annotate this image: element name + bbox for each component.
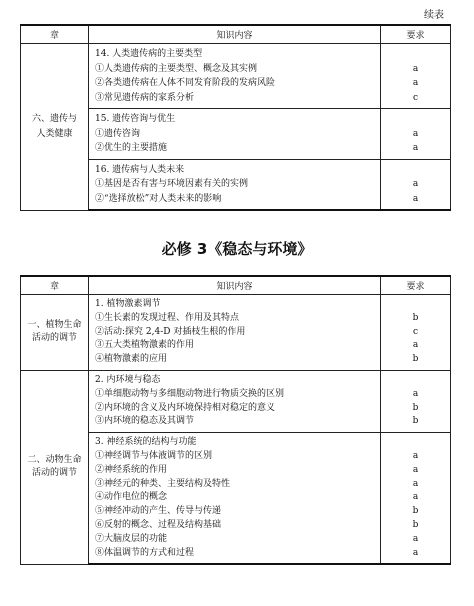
knowledge-item: ⑧体温调节的方式和过程 — [95, 547, 195, 558]
requirement-level: b — [412, 312, 419, 323]
requirement-level: b — [412, 506, 419, 517]
knowledge-cell — [89, 44, 381, 109]
topic-heading: 3. 神经系统的结构与功能 — [95, 437, 197, 448]
knowledge-cell — [89, 433, 381, 565]
chapter-cell — [21, 370, 89, 564]
knowledge-item: ③常见遗传病的家系分析 — [95, 92, 195, 103]
requirement-level — [381, 374, 450, 388]
requirement-level — [381, 298, 450, 312]
requirement-cell — [381, 433, 451, 565]
requirement-level: c — [412, 92, 419, 103]
requirement-cell — [381, 109, 451, 160]
header-requirement: 要求 — [381, 25, 451, 44]
requirement-level: a — [412, 388, 419, 399]
knowledge-table-1 — [20, 24, 451, 211]
knowledge-item: ①生长素的发现过程、作用及其特点 — [95, 312, 240, 323]
chapter-name-line: 六、遗传与 — [31, 114, 77, 125]
requirement-level: a — [412, 464, 419, 475]
requirement-level — [381, 112, 450, 127]
table-header-row — [21, 25, 451, 44]
requirement-level: b — [412, 416, 419, 427]
table-header-row — [21, 276, 451, 295]
requirement-cell — [381, 159, 451, 210]
requirement-level: a — [412, 193, 419, 204]
requirement-level: a — [412, 63, 419, 74]
chapter-name-line: 二、动物生命 — [27, 454, 82, 465]
header-requirement: 要求 — [381, 276, 451, 295]
requirement-level: a — [412, 179, 419, 189]
knowledge-item: ③五大类植物激素的作用 — [95, 340, 195, 351]
chapter-name-line: 人类健康 — [36, 128, 73, 139]
requirement-level: a — [412, 340, 419, 351]
knowledge-item: ⑤神经冲动的产生、传导与传递 — [95, 506, 222, 517]
knowledge-item: ②优生的主要措施 — [95, 143, 168, 153]
requirement-level: b — [412, 402, 419, 413]
knowledge-item: ③内环境的稳态及其调节 — [95, 416, 195, 427]
chapter-name-line: 活动的调节 — [31, 468, 77, 479]
requirement-level — [381, 436, 450, 450]
requirement-level: a — [412, 128, 419, 139]
requirement-level: a — [412, 450, 419, 461]
chapter-name-line: 活动的调节 — [31, 333, 77, 344]
knowledge-item: ⑦大脑皮层的功能 — [95, 533, 168, 544]
chapter-name-line: 一、植物生命 — [27, 319, 82, 330]
requirement-level: a — [412, 143, 419, 153]
knowledge-cell — [89, 295, 381, 371]
knowledge-cell — [89, 159, 381, 210]
section-title: 必修 3《稳态与环境》 — [161, 240, 313, 258]
header-content: 知识内容 — [89, 276, 381, 295]
topic-heading: 15. 遗传咨询与优生 — [95, 114, 176, 124]
topic-heading: 1. 植物激素调节 — [95, 299, 161, 309]
knowledge-cell — [89, 370, 381, 432]
topic-heading: 14. 人类遗传病的主要类型 — [95, 49, 203, 59]
continued-label: 续表 — [424, 10, 444, 21]
knowledge-item: ①遗传咨询 — [95, 128, 141, 139]
header-chapter: 章 — [21, 276, 89, 295]
requirement-level: a — [412, 478, 419, 489]
chapter-cell — [21, 295, 89, 371]
requirement-level: c — [412, 326, 419, 337]
knowledge-item: ④植物激素的应用 — [95, 354, 168, 365]
requirement-cell — [381, 370, 451, 432]
requirement-level — [381, 47, 450, 62]
knowledge-item: ②内环境的含义及内环境保持相对稳定的意义 — [95, 402, 276, 413]
header-content: 知识内容 — [89, 25, 381, 44]
knowledge-item: ③神经元的种类、主要结构及特性 — [95, 478, 231, 489]
knowledge-item: ①单细胞动物与多细胞动物进行物质交换的区别 — [95, 388, 285, 399]
knowledge-item: ①人类遗传病的主要类型、概念及其实例 — [95, 63, 258, 74]
requirement-cell — [381, 295, 451, 371]
requirement-cell — [381, 44, 451, 109]
requirement-level: a — [412, 533, 419, 544]
knowledge-item: ②活动:探究 2,4-D 对插枝生根的作用 — [95, 326, 246, 337]
knowledge-item: ⑥反射的概念、过程及结构基础 — [95, 519, 222, 530]
header-chapter: 章 — [21, 25, 89, 44]
requirement-level: b — [412, 519, 419, 530]
topic-heading: 2. 内环境与稳态 — [95, 374, 161, 385]
knowledge-item: ②神经系统的作用 — [95, 464, 168, 475]
requirement-level: a — [412, 78, 419, 88]
table-row — [21, 44, 451, 109]
requirement-level: b — [412, 354, 419, 365]
requirement-level: a — [412, 492, 419, 503]
knowledge-item: ①神经调节与体液调节的区别 — [95, 450, 213, 461]
requirement-level: a — [412, 547, 419, 558]
table-row — [21, 295, 451, 371]
topic-heading: 16. 遗传病与人类未来 — [95, 164, 185, 175]
knowledge-item: ①基因是否有害与环境因素有关的实例 — [95, 179, 249, 189]
table-row — [21, 370, 451, 432]
chapter-cell — [21, 44, 89, 211]
requirement-level — [381, 163, 450, 178]
knowledge-item: ②“选择放松”对人类未来的影响 — [95, 193, 222, 204]
knowledge-item: ④动作电位的概念 — [95, 492, 168, 503]
knowledge-table-2 — [20, 275, 451, 565]
knowledge-cell — [89, 109, 381, 160]
knowledge-item: ②各类遗传病在人体不同发育阶段的发病风险 — [95, 78, 276, 88]
